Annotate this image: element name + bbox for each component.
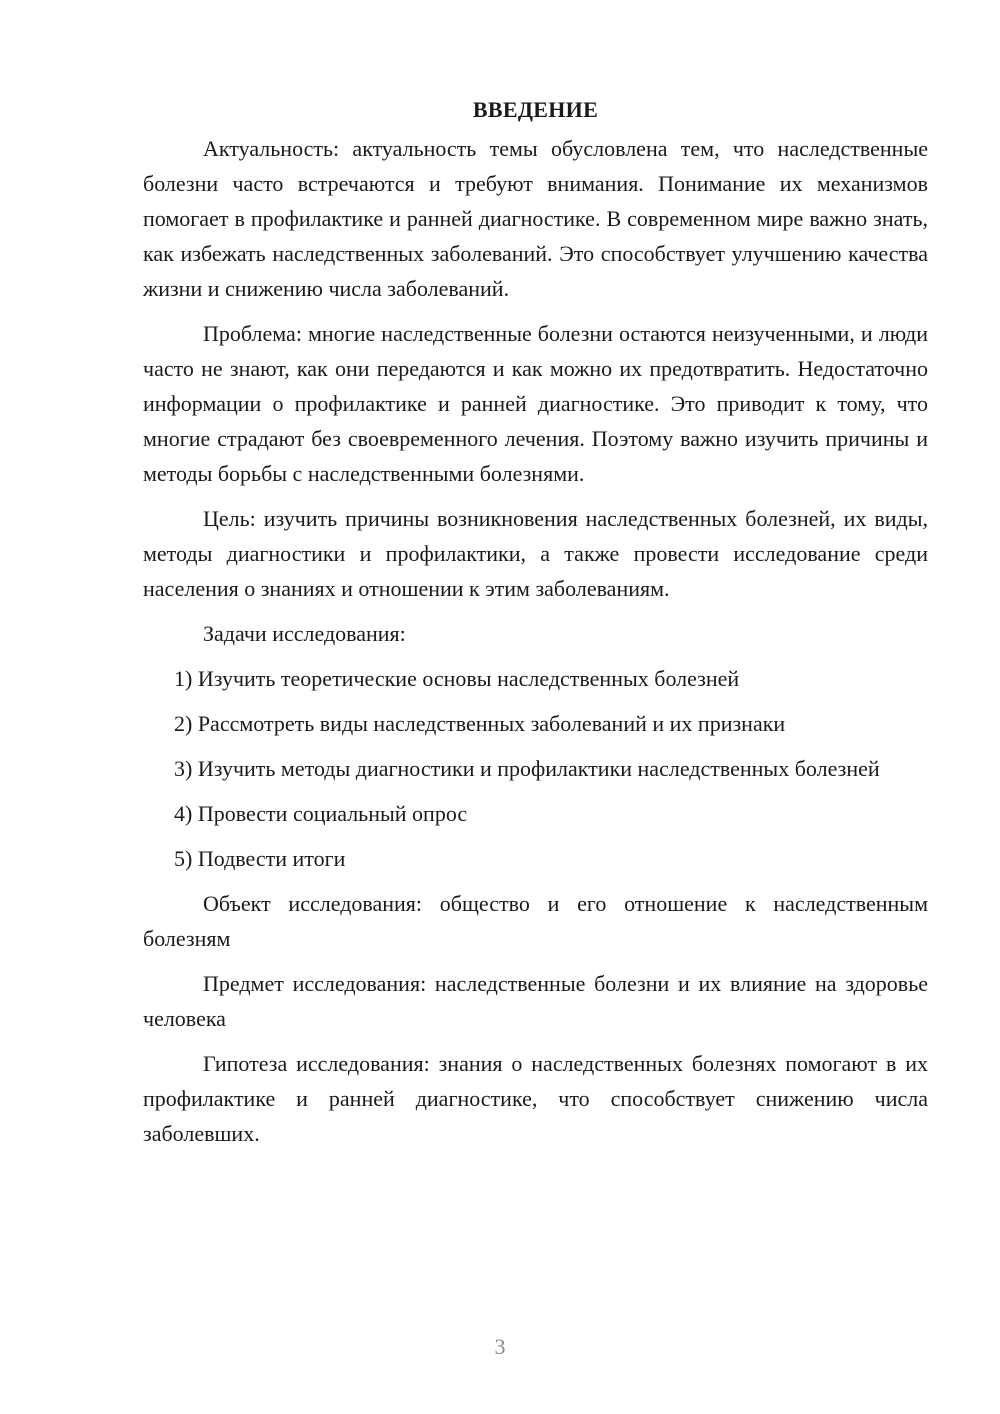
document-page (143, 95, 928, 1161)
object-paragraph: Объект исследования: общество и его отношение к наследственным болезням (143, 891, 928, 951)
task-item: 4) Провести социальный опрос (174, 801, 468, 826)
problem-paragraph: Проблема: многие наследственные болезни остаются неизученными, и люди часто не знают, как они передаются и как можно их предотвратить. Недостаточно информации о профилактике и ранней диагностике. Это приводит к тому, что многие страдают без своевременного лечения. Поэтому важно изучить причины и методы борьбы с наследственными болезнями. (143, 321, 928, 486)
page-title: ВВЕДЕНИЕ (472, 97, 599, 122)
page-number: 3 (494, 1334, 506, 1359)
hypothesis-paragraph: Гипотеза исследования: знания о наследственных болезнях помогают в их профилактике и ранней диагностике, что способствует снижению числа заболевших. (143, 1051, 928, 1146)
subject-paragraph: Предмет исследования: наследственные болезни и их влияние на здоровье человека (143, 971, 928, 1031)
task-item: 5) Подвести итоги (174, 846, 346, 871)
task-item: 3) Изучить методы диагностики и профилактики наследственных болезней (174, 756, 880, 781)
relevance-paragraph: Актуальность: актуальность темы обусловлена тем, что наследственные болезни часто встречаются и требуют внимания. Понимание их механизмов помогает в профилактике и ранней диагностике. В современном мире важно знать, как избежать наследственных заболеваний. Это способствует улучшению качества жизни и снижению числа заболеваний. (143, 136, 928, 301)
task-item: 2) Рассмотреть виды наследственных заболеваний и их признаки (174, 711, 786, 736)
goal-paragraph: Цель: изучить причины возникновения наследственных болезней, их виды, методы диагностики и профилактики, а также провести исследование среди населения о знаниях и отношении к этим заболеваниям. (143, 506, 928, 601)
task-item: 1) Изучить теоретические основы наследственных болезней (174, 666, 740, 691)
tasks-heading: Задачи исследования: (203, 621, 406, 646)
